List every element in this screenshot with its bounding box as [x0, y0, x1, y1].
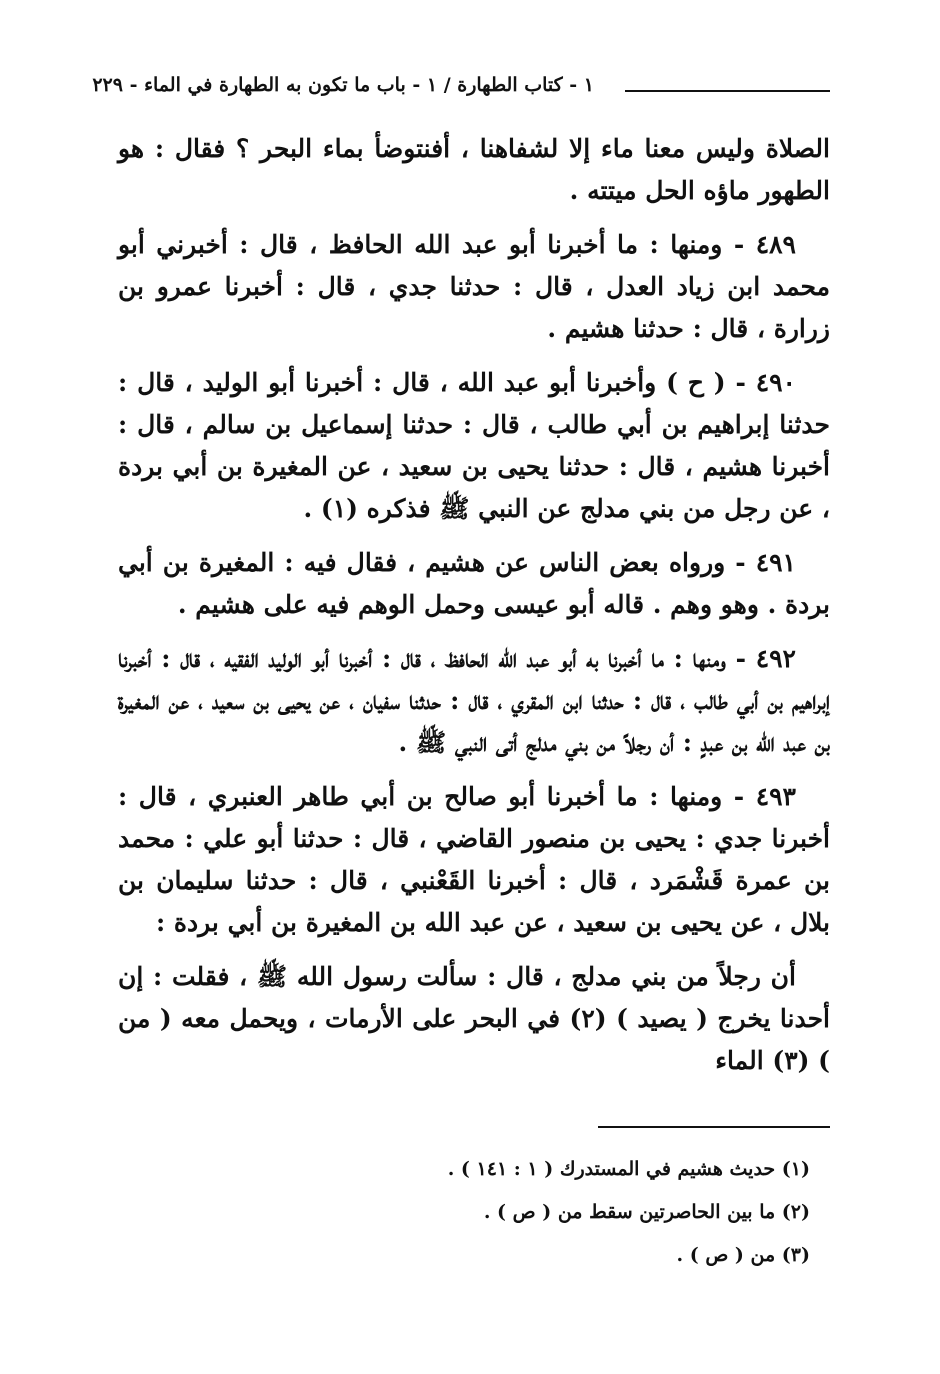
paragraph: الصلاة وليس معنا ماء إلا لشفاهنا ، أفنتوضأ بماء البحر ؟ فقال : هو الطهور ماؤه الحل ميتته . — [118, 134, 830, 205]
paragraph: ٤٨٩ - ومنها : ما أخبرنا أبو عبد الله الحافظ ، قال : أخبرني أبو محمد ابن زياد العدل ، قال : حدثنا جدي ، قال : أخبرنا عمرو بن زرارة ، قال : حدثنا هشيم . — [118, 230, 830, 343]
paragraph: ٤٩٠ - ( ح ) وأخبرنا أبو عبد الله ، قال : أخبرنا أبو الوليد ، قال : حدثنا إبراهيم بن أبي طالب ، قال : حدثنا إسماعيل بن سالم ، قال : أخبرنا هشيم ، قال : حدثنا يحيى بن سعيد ، عن المغيرة بن أبي بردة ، عن رجل من بني مدلج عن النبي ﷺ فذكره (١) . — [118, 368, 830, 523]
footnote-separator — [598, 1126, 830, 1128]
footnote-3: (٣) من ( ص ) . — [676, 1244, 810, 1266]
paragraph: ٤٩٢ - ومنها : ما أخبرنا به أبو عبد الله الحافظ ، قال : أخبرنا أبو الوليد الفقيه ، قال : أخبرنا إبراهيم بن أبي طالب ، قال : حدثنا ابن المقري ، قال : حدثنا سفيان ، عن يحيى بن سعيد ، عن المغيرة بن عبد الله بن عبدٍ : أن رجلاً من بني مدلج أتى النبي ﷺ . — [118, 644, 830, 757]
paragraph: ٤٩١ - ورواه بعض الناس عن هشيم ، فقال فيه : المغيرة بن أبي بردة . وهو وهم . قاله أبو عيسى وحمل الوهم فيه على هشيم . — [118, 548, 830, 619]
page-header — [92, 66, 830, 110]
footnotes — [118, 1150, 830, 1279]
running-header: ١ - كتاب الطهارة / ١ - باب ما تكون به الطهارة في الماء - ٢٢٩ — [92, 74, 594, 96]
header-rule — [625, 90, 830, 92]
footnote-1: (١) حديث هشيم في المستدرك ( ١ : ١٤١ ) . — [447, 1158, 810, 1180]
paragraph: ٤٩٣ - ومنها : ما أخبرنا أبو صالح بن أبي طاهر العنبري ، قال : أخبرنا جدي : يحيى بن منصور القاضي ، قال : حدثنا أبو علي : محمد بن عمرة قَشْمَرد ، قال : أخبرنا القَعْنبي ، قال : حدثنا سليمان بن بلال ، عن يحيى بن سعيد ، عن عبد الله بن المغيرة بن أبي بردة : — [118, 782, 830, 937]
main-text — [118, 128, 830, 1094]
footnote-2: (٢) ما بين الحاصرتين سقط من ( ص ) . — [483, 1201, 810, 1223]
paragraph: أن رجلاً من بني مدلج ، قال : سألت رسول الله ﷺ ، فقلت : إن أحدنا يخرج ( يصيد ) (٢) في البحر على الأرمات ، ويحمل معه ( من ) (٣) الماء — [118, 962, 830, 1075]
